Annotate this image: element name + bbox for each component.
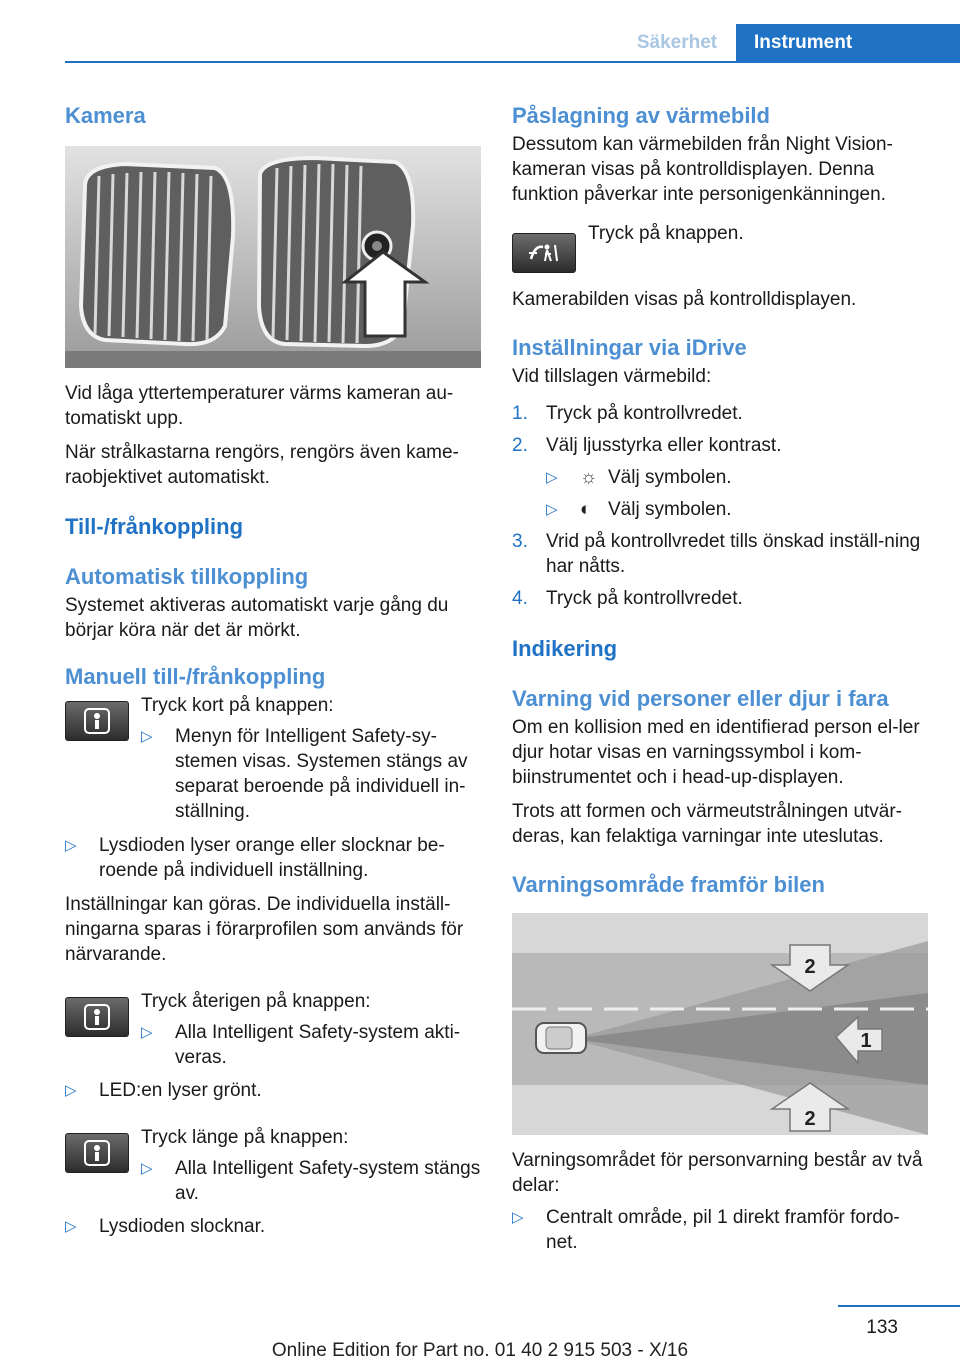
triangle-right-icon: ▷ xyxy=(141,728,153,745)
triangle-right-icon: ▷ xyxy=(141,1024,153,1041)
diagram-label-2-bottom: 2 xyxy=(804,1108,816,1130)
tab-sakerhet[interactable]: Säkerhet xyxy=(620,24,734,62)
header-rule xyxy=(65,61,960,63)
step-number: 3. xyxy=(512,531,528,552)
intelligent-safety-icon xyxy=(84,1140,110,1166)
camera-grille-photo xyxy=(65,146,481,368)
triangle-right-icon: ▷ xyxy=(65,1218,77,1235)
para-automatisk: Systemet aktiveras automatiskt varje gång du börjar köra när det är mörkt. xyxy=(65,595,449,641)
heading-indikering: Indikering xyxy=(512,636,618,661)
list-item xyxy=(512,1205,928,1255)
step-item xyxy=(512,433,928,458)
sun-icon: ☼ xyxy=(580,467,598,488)
triangle-right-icon: ▷ xyxy=(546,469,558,486)
step-number: 1. xyxy=(512,403,528,424)
list-item xyxy=(65,1214,481,1239)
para-varning-2: Trots att formen och värmeutstrålningen utvär-deras, kan felaktiga varningar inte uteslutas. xyxy=(512,801,903,847)
button-row-long-press xyxy=(65,1125,481,1206)
triangle-right-icon: ▷ xyxy=(65,837,77,854)
para-kamerabild: Kamerabilden visas på kontrolldisplayen. xyxy=(512,289,857,310)
diagram-label-2-top: 2 xyxy=(804,956,816,978)
list-item-text: LED:en lyser grönt. xyxy=(99,1080,262,1101)
heading-idrive: Inställningar via iDrive xyxy=(512,335,747,360)
intelligent-safety-button[interactable] xyxy=(65,701,129,741)
step-item xyxy=(512,586,928,611)
warning-area-svg xyxy=(512,913,928,1135)
list-item-text: Lysdioden slocknar. xyxy=(99,1216,266,1237)
button-row-night-vision xyxy=(512,221,928,273)
intelligent-safety-button[interactable] xyxy=(65,997,129,1037)
step-text: Tryck på kontrollvredet. xyxy=(546,588,743,609)
heading-varning: Varning vid personer eller djur i fara xyxy=(512,686,889,711)
page-header xyxy=(0,24,960,62)
label-long-press: Tryck länge på knappen: xyxy=(141,1127,349,1148)
triangle-right-icon: ▷ xyxy=(141,1160,153,1177)
list-item xyxy=(65,1078,481,1103)
footer-rule xyxy=(838,1305,960,1307)
step-text: Tryck på kontrollvredet. xyxy=(546,403,743,424)
list-item-text: Centralt område, pil 1 direkt framför fordo-net. xyxy=(546,1207,900,1253)
diagram-label-1: 1 xyxy=(860,1030,872,1052)
contrast-icon: ◐ xyxy=(580,499,592,520)
list-item-text: Lysdioden lyser orange eller slocknar be-roende på individuell inställning. xyxy=(99,835,445,881)
heading-manuell: Manuell till-/frånkoppling xyxy=(65,664,326,689)
warning-area-diagram xyxy=(512,913,928,1135)
step-item xyxy=(512,401,928,426)
page-number: 133 xyxy=(866,1317,898,1338)
para-tillslagen: Vid tillslagen värmebild: xyxy=(512,366,712,387)
triangle-right-icon: ▷ xyxy=(546,501,558,518)
para-varning-1: Om en kollision med en identifierad person el-ler djur hotar visas en varningssymbol i kom-biinstrumentet och i head-up-displayen. xyxy=(512,717,920,788)
heading-kamera: Kamera xyxy=(65,103,146,128)
para-omrade: Varningsområdet för personvarning består av två delar: xyxy=(512,1150,923,1196)
sub-item-contrast xyxy=(546,497,928,522)
intelligent-safety-icon xyxy=(84,1004,110,1030)
list-item-text: Välj symbolen. xyxy=(608,499,732,520)
list-item-text: Menyn för Intelligent Safety-sy-stemen visas. Systemen stängs av separat beroende på individuell in-ställning. xyxy=(175,726,468,822)
button-row-press-again xyxy=(65,989,481,1070)
step-number: 4. xyxy=(512,588,528,609)
step-item xyxy=(512,529,928,579)
para-heating: Vid låga yttertemperaturer värms kameran au-tomatiskt upp. xyxy=(65,383,454,429)
label-night-vision-button: Tryck på knappen. xyxy=(588,223,744,244)
list-item-text: Alla Intelligent Safety-system akti-veras. xyxy=(175,1022,461,1068)
list-item-text: Alla Intelligent Safety-system stängs av. xyxy=(175,1158,481,1204)
edition-footer: Online Edition for Part no. 01 40 2 915 503 - X/16 xyxy=(271,1340,689,1361)
heading-till-frankoppling: Till-/frånkoppling xyxy=(65,514,244,539)
step-number: 2. xyxy=(512,435,528,456)
kidney-grille-illustration xyxy=(65,146,481,368)
button-row-short-press xyxy=(65,693,481,824)
heading-paslagning: Påslagning av värmebild xyxy=(512,103,770,128)
list-item xyxy=(141,1020,481,1070)
night-vision-icon xyxy=(527,241,561,265)
label-short-press: Tryck kort på knappen: xyxy=(141,695,334,716)
heading-varningsomrade: Varningsområde framför bilen xyxy=(512,872,825,897)
list-item-text: Välj symbolen. xyxy=(608,467,732,488)
triangle-right-icon: ▷ xyxy=(512,1209,524,1226)
list-item xyxy=(141,724,481,824)
label-press-again: Tryck återigen på knappen: xyxy=(141,991,371,1012)
night-vision-button[interactable] xyxy=(512,233,576,273)
tab-instrument[interactable]: Instrument xyxy=(736,24,960,62)
intelligent-safety-button[interactable] xyxy=(65,1133,129,1173)
sub-item-brightness xyxy=(546,465,928,490)
intelligent-safety-icon xyxy=(84,708,110,734)
left-column xyxy=(65,100,481,1239)
step-text: Vrid på kontrollvredet tills önskad inställ-ning har nåtts. xyxy=(546,531,921,577)
step-text: Välj ljusstyrka eller kontrast. xyxy=(546,435,782,456)
para-installningar: Inställningar kan göras. De individuella inställ-ningarna sparas i förarprofilen som används för närvarande. xyxy=(65,894,464,965)
para-cleaning: När strålkastarna rengörs, rengörs även kame-raobjektivet automatiskt. xyxy=(65,442,459,488)
list-item xyxy=(65,833,481,883)
triangle-right-icon: ▷ xyxy=(65,1082,77,1099)
heading-automatisk: Automatisk tillkoppling xyxy=(65,564,309,589)
right-column xyxy=(512,100,928,1255)
para-paslagning: Dessutom kan värmebilden från Night Vision-kameran visas på kontrolldisplayen. Denna funktion påverkar inte personigenkänningen. xyxy=(512,134,893,205)
list-item xyxy=(141,1156,481,1206)
